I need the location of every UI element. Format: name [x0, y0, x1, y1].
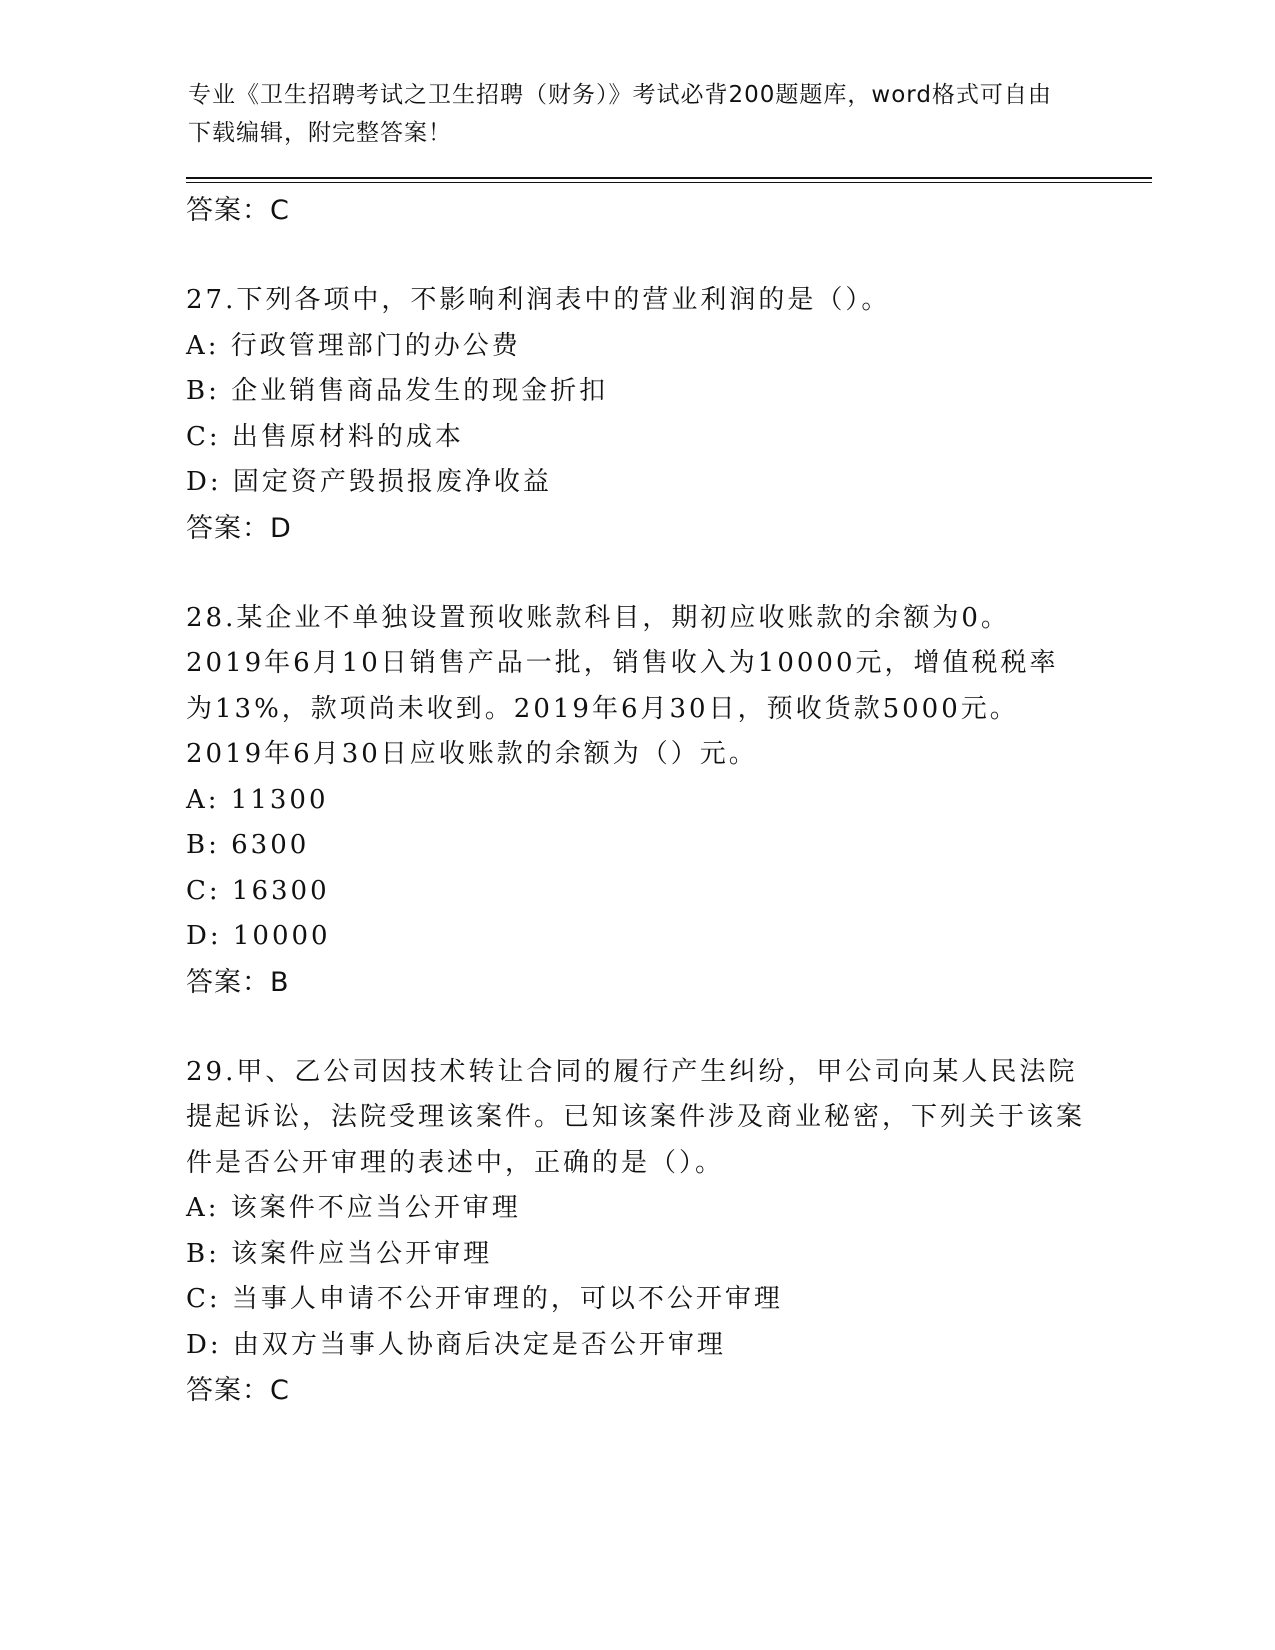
option-d: D: 固定资产毁损报废净收益 — [186, 467, 552, 497]
question-list — [186, 188, 1086, 1458]
question-27 — [186, 278, 1086, 552]
option-d: D: 10000 — [186, 921, 331, 951]
header-rule-thick — [186, 177, 1152, 179]
question-stem: 27.下列各项中，不影响利润表中的营业利润的是（）。 — [186, 285, 891, 315]
option-a: A: 行政管理部门的办公费 — [186, 330, 521, 361]
option-c: C: 16300 — [186, 875, 330, 906]
question-stem: 28.某企业不单独设置预收账款科目，期初应收账款的余额为0。2019年6月10日销售产品一批，销售收入为10000元，增值税税率为13%，款项尚未收到。2019年6月30日，预收货款5000元。2019年6月30日应收账款的余额为（）元。 — [186, 602, 1059, 769]
document-header: 专业《卫生招聘考试之卫生招聘（财务）》考试必背200题题库，word格式可自由下载编辑，附完整答案！ — [188, 82, 1052, 146]
header-rule-thin — [186, 182, 1152, 183]
question-answer: 答案：C — [186, 1375, 290, 1406]
option-a: A: 11300 — [186, 784, 329, 815]
option-a: A: 该案件不应当公开审理 — [186, 1193, 521, 1223]
option-b: B: 该案件应当公开审理 — [186, 1238, 493, 1269]
question-answer: 答案：B — [186, 966, 290, 998]
previous-answer: 答案：C — [186, 195, 290, 226]
option-c: C: 出售原材料的成本 — [186, 421, 464, 452]
question-29 — [186, 1050, 1086, 1415]
option-d: D: 由双方当事人协商后决定是否公开审理 — [186, 1329, 726, 1360]
question-answer: 答案：D — [186, 512, 292, 544]
option-b: B: 企业销售商品发生的现金折扣 — [186, 376, 609, 406]
question-28 — [186, 596, 1086, 1006]
option-c: C: 当事人申请不公开审理的，可以不公开审理 — [186, 1284, 783, 1314]
option-b: B: 6300 — [186, 830, 310, 860]
question-stem: 29.甲、乙公司因技术转让合同的履行产生纠纷，甲公司向某人民法院提起诉讼，法院受理该案件。已知该案件涉及商业秘密，下列关于该案件是否公开审理的表述中，正确的是（）。 — [186, 1056, 1086, 1178]
